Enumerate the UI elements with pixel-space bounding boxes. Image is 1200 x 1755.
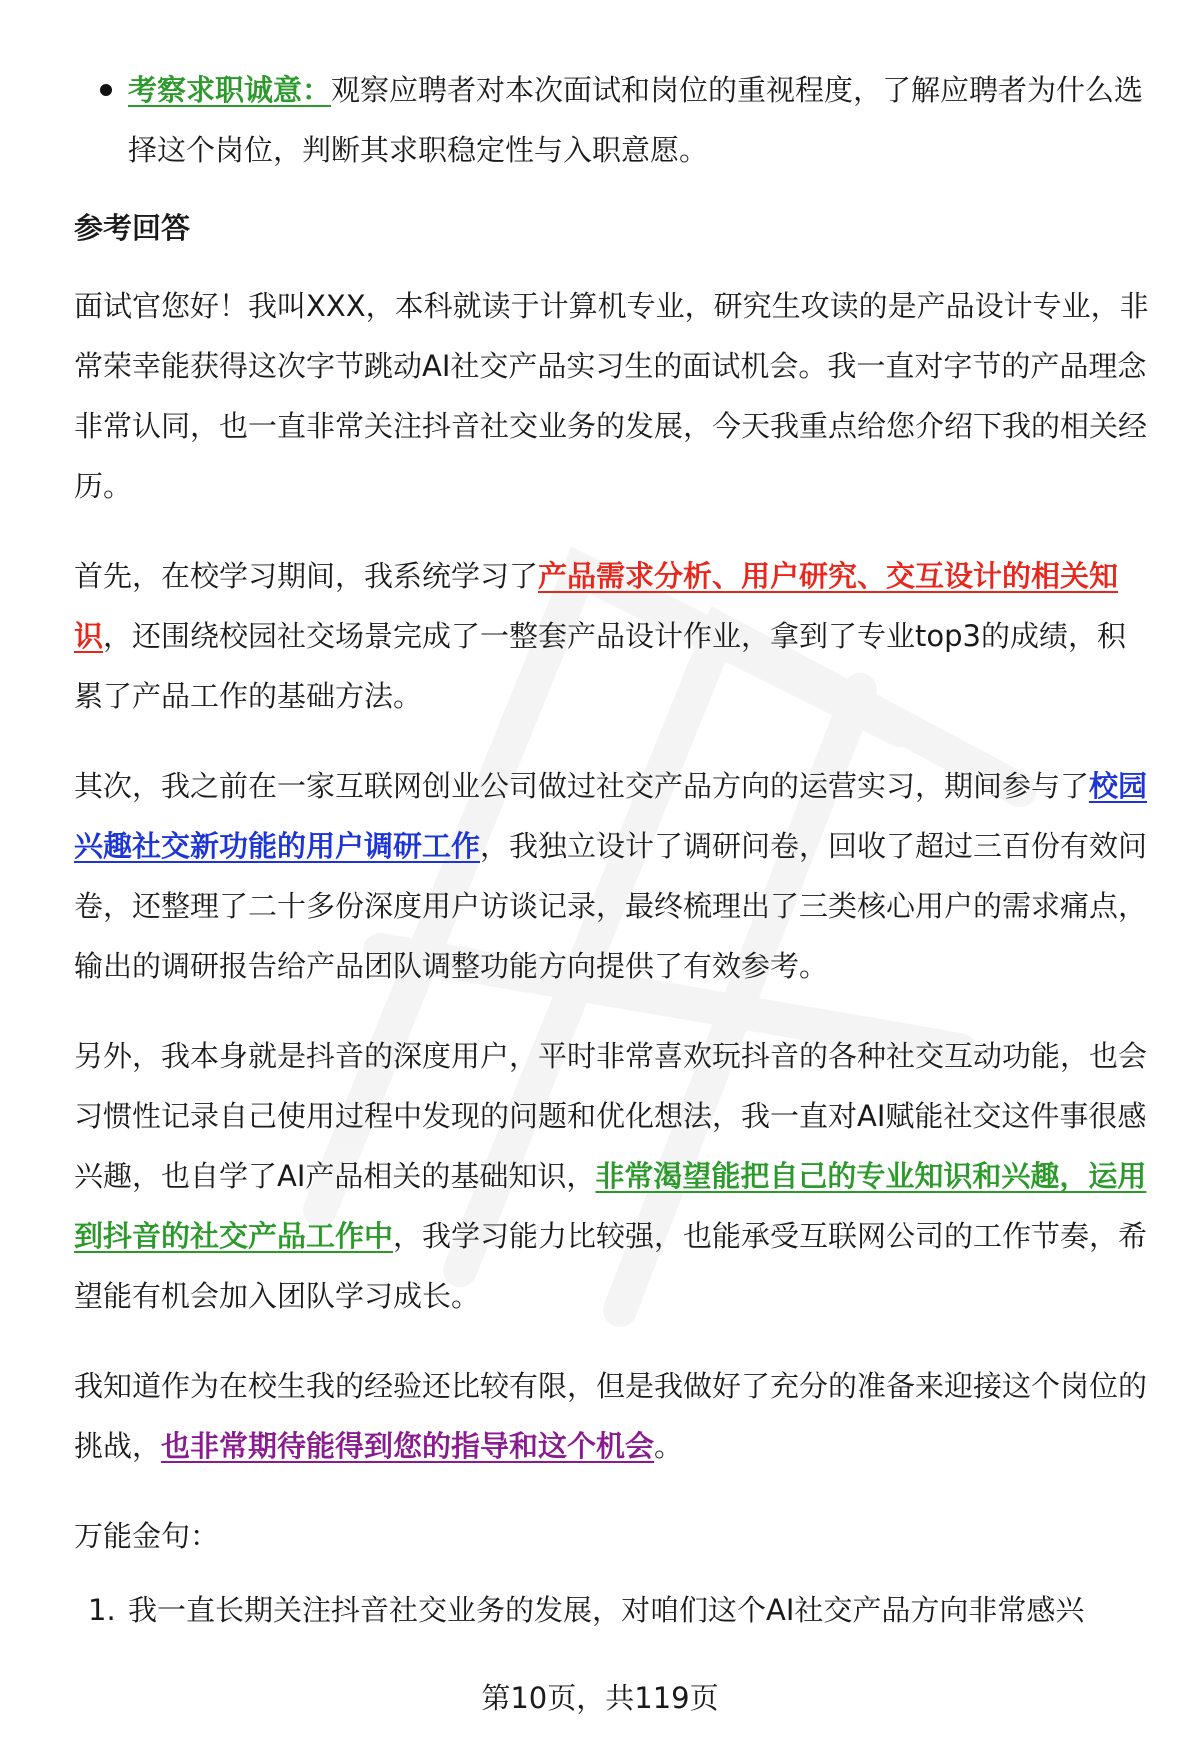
para4-after: ，我学习能力比较强，也能承受互联网公司的工作节奏，希望能有机会加入团队学习成长。 [74,1219,1148,1313]
para4-before: 另外，我本身就是抖音的深度用户，平时非常喜欢玩抖音的各种社交互动功能，也会习惯性记录自己使用过程中发现的问题和优化想法，我一直对AI赋能社交这件事很感兴趣，也自学了AI产品相关的基础知识， [74,1039,1148,1193]
para5-highlight: 也非常期待能得到您的指导和这个机会 [161,1429,655,1463]
document-body [74,60,1154,1640]
para3-before: 其次，我之前在一家互联网创业公司做过社交产品方向的运营实习，期间参与了 [74,769,1090,803]
paragraph-internship [74,756,1154,996]
para3-highlight: 校园兴趣社交新功能的用户调研工作 [74,769,1148,863]
para2-before: 首先，在校学习期间，我系统学习了 [74,559,539,593]
bullet-item [74,60,1154,180]
numbered-list-item [74,1580,1154,1640]
para2-highlight: 产品需求分析、用户研究、交互设计的相关知识 [74,559,1119,653]
bullet-paragraph [128,60,1154,180]
paragraph-closing [74,1356,1154,1476]
para3-after: ，我独立设计了调研问卷，回收了超过三百份有效问卷，还整理了二十多份深度用户访谈记录，最终梳理出了三类核心用户的需求痛点，输出的调研报告给产品团队调整功能方向提供了有效参考。 [74,829,1148,983]
paragraph-interest [74,1026,1154,1326]
list-item-text: 我一直长期关注抖音社交业务的发展，对咱们这个AI社交产品方向非常感兴 [128,1593,1085,1627]
list-number: 1. [88,1593,116,1627]
paragraph-intro: 面试官您好！我叫XXX，本科就读于计算机专业，研究生攻读的是产品设计专业，非常荣幸能获得这次字节跳动AI社交产品实习生的面试机会。我一直对字节的产品理念非常认同，也一直非常关注抖音社交业务的发展，今天我重点给您介绍下我的相关经历。 [74,289,1149,503]
bullet-dot-icon [100,84,112,96]
bullet-text: 观察应聘者对本次面试和岗位的重视程度，了解应聘者为什么选择这个岗位，判断其求职稳定性与入职意愿。 [128,73,1144,167]
golden-sentences-label: 万能金句： [74,1519,220,1553]
page-number-footer: 第10页，共119页 [481,1681,719,1715]
section-heading: 参考回答 [74,211,191,245]
para5-after: 。 [654,1429,684,1463]
paragraph-study [74,546,1154,726]
bullet-label: 考察求职诚意： [128,73,332,107]
para4-highlight: 非常渴望能把自己的专业知识和兴趣，运用到抖音的社交产品工作中 [74,1159,1147,1253]
para2-after: ，还围绕校园社交场景完成了一整套产品设计作业，拿到了专业top3的成绩，积累了产品工作的基础方法。 [74,619,1126,713]
para5-before: 我知道作为在校生我的经验还比较有限，但是我做好了充分的准备来迎接这个岗位的挑战， [74,1369,1148,1463]
